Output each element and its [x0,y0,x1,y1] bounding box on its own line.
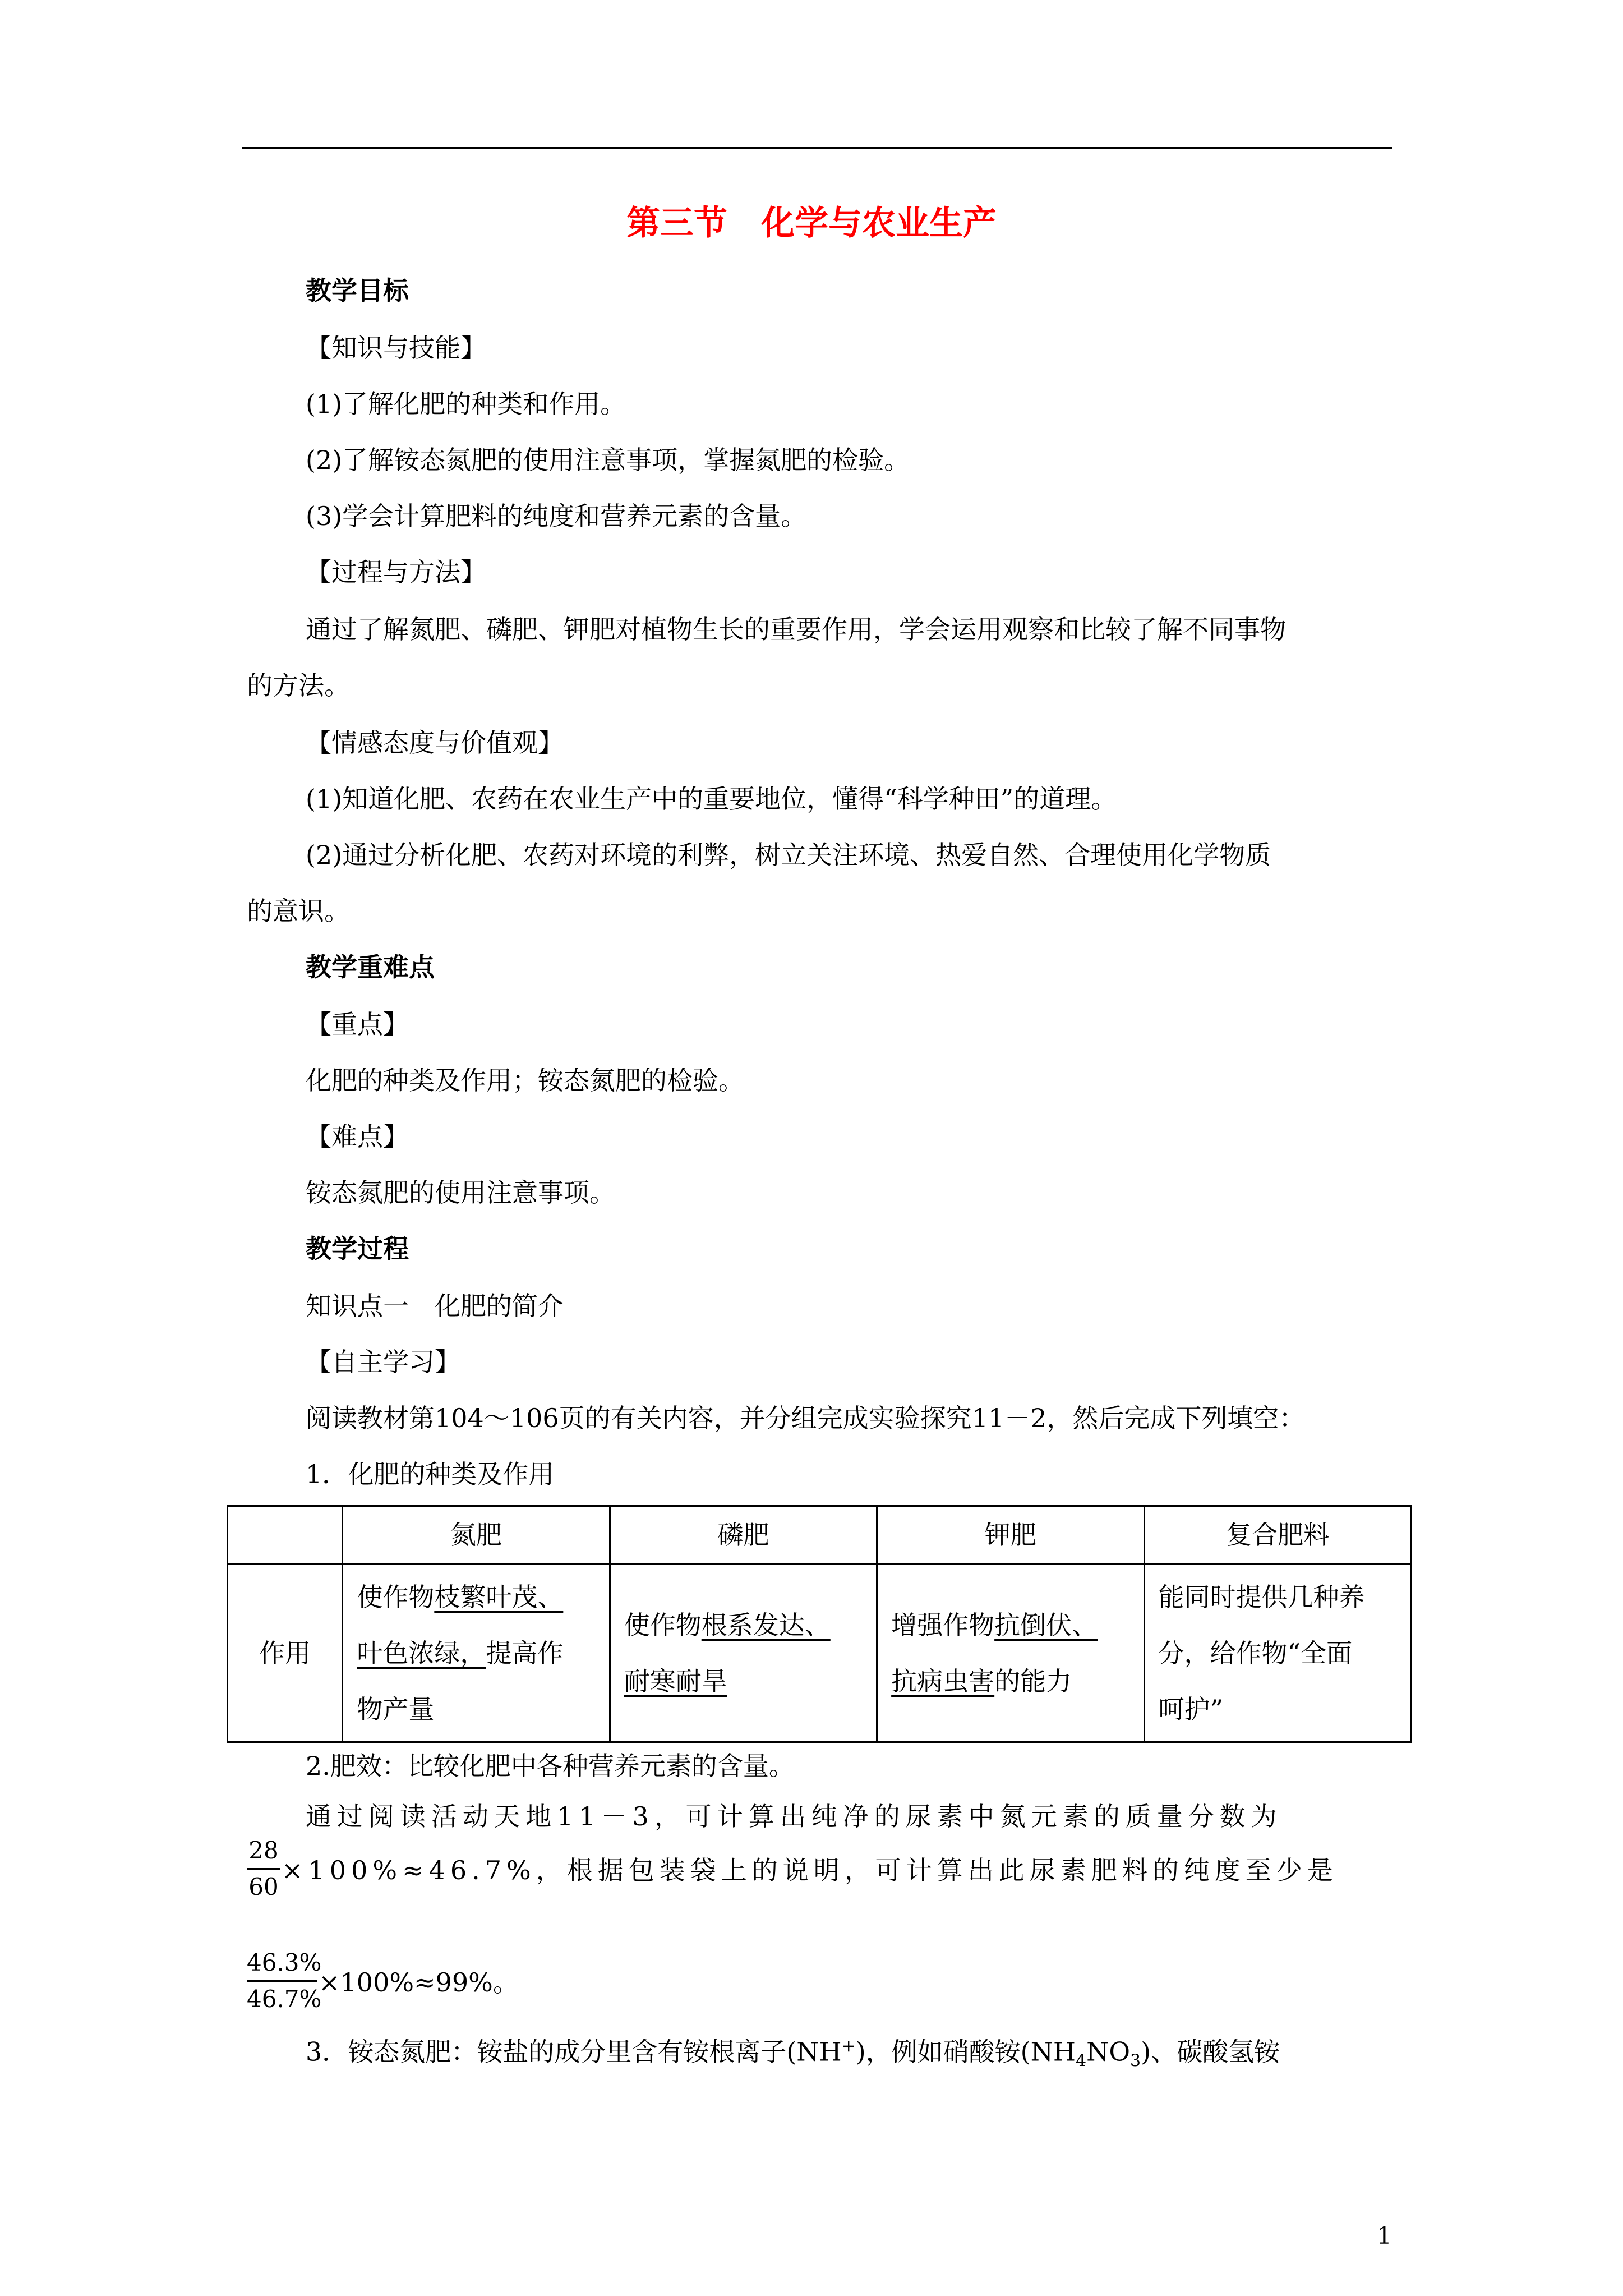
item-3-part: )、碳酸氢铵 [1141,2036,1280,2067]
knowledge-point-title: 知识点一 化肥的简介 [306,1291,564,1321]
formula-subscript: 4 [1075,2051,1087,2071]
cell-text: 分，给作物“全面 [1158,1637,1353,1668]
process-method-heading: 【过程与方法】 [306,557,486,587]
knowledge-item-1: (1)了解化肥的种类和作用。 [306,389,626,419]
fraction-purity [247,1949,322,2013]
cell-text: 呵护” [1158,1694,1224,1724]
answer-blank: 抗病虫害 [891,1665,995,1696]
reading-instruction: 阅读教材第104～106页的有关内容，并分组完成实验探究11－2，然后完成下列填空： [306,1403,1305,1433]
answer-blank: 根系发达、 [701,1609,831,1640]
fraction-denominator: 60 [248,1873,279,1901]
knowledge-item-2: (2)了解铵态氮肥的使用注意事项，掌握氮肥的检验。 [306,445,910,475]
fraction-numerator: 28 [248,1837,279,1864]
item-2-line-1: 通过阅读活动天地11－3，可计算出纯净的尿素中氮元素的质量分数为 [306,1801,1283,1832]
header-rule [242,147,1392,149]
table-cell-compound [1144,1564,1411,1742]
page-number: 1 [1377,2222,1392,2249]
emotion-item-2-line-2: 的意识。 [247,896,350,926]
difficulty-heading: 【难点】 [306,1121,409,1152]
answer-blank: 枝繁叶茂、 [434,1581,564,1612]
table-header-empty [228,1506,343,1564]
emotion-item-1: (1)知道化肥、农药在农业生产中的重要地位，懂得“科学种田”的道理。 [306,784,1117,814]
table-cell-nitrogen [343,1564,610,1742]
item-2-line-2: ×100%≈46.7%，根据包装袋上的说明，可计算出此尿素肥料的纯度至少是 [282,1855,1338,1885]
teaching-process-heading: 教学过程 [306,1234,409,1264]
answer-blank: 叶色浓绿， [357,1637,486,1668]
item-1-heading: 1．化肥的种类及作用 [306,1459,555,1489]
item-3-part: )，例如硝酸铵(NH [855,2036,1076,2067]
fraction-denominator: 46.7% [247,1985,322,2013]
item-3-part: 3．铵态氮肥：铵盐的成分里含有铵根离子(NH [306,2036,842,2067]
table-row-label: 作用 [228,1564,343,1742]
item-2-heading: 2.肥效：比较化肥中各种营养元素的含量。 [306,1751,795,1781]
table-cell-potassium [877,1564,1144,1742]
self-study-heading: 【自主学习】 [306,1347,460,1377]
cell-text: 使作物 [357,1581,435,1612]
table-cell-phosphorus [610,1564,877,1742]
cell-text: 能同时提供几种养 [1158,1581,1365,1612]
process-method-text-2: 的方法。 [247,670,350,701]
page-title: 第三节 化学与农业生产 [626,204,997,243]
emotion-heading: 【情感态度与价值观】 [306,728,564,758]
focus-heading: 【重点】 [306,1009,409,1039]
answer-blank: 抗倒伏、 [994,1609,1098,1640]
knowledge-item-3: (3)学会计算肥料的纯度和营养元素的含量。 [306,501,807,531]
table-header-compound: 复合肥料 [1144,1506,1411,1564]
cell-text: 物产量 [357,1694,435,1724]
table-row-function [228,1564,1412,1742]
fraction-nitrogen [247,1837,280,1901]
table-header-phosphorus: 磷肥 [610,1506,877,1564]
table-header-row [228,1506,1412,1564]
table-header-potassium: 钾肥 [877,1506,1144,1564]
objectives-heading: 教学目标 [306,275,409,306]
key-points-heading: 教学重难点 [306,952,435,982]
ion-charge: + [841,2036,856,2056]
process-method-text-1: 通过了解氮肥、磷肥、钾肥对植物生长的重要作用，学会运用观察和比较了解不同事物 [306,614,1286,645]
difficulty-text: 铵态氮肥的使用注意事项。 [306,1177,615,1208]
focus-text: 化肥的种类及作用；铵态氮肥的检验。 [306,1065,744,1096]
emotion-item-2-line-1: (2)通过分析化肥、农药对环境的利弊，树立关注环境、热爱自然、合理使用化学物质 [306,840,1271,870]
fraction-bar [247,1980,317,1982]
cell-text: 使作物 [624,1609,702,1640]
cell-text: 的能力 [994,1665,1072,1696]
cell-text: 提高作 [486,1637,564,1668]
answer-blank: 耐寒耐旱 [624,1665,727,1696]
table-header-nitrogen: 氮肥 [343,1506,610,1564]
item-3-part: NO [1086,2036,1131,2067]
fraction-numerator: 46.3% [247,1949,322,1976]
knowledge-heading: 【知识与技能】 [306,333,486,363]
fraction-bar [247,1868,280,1870]
cell-text: 增强作物 [891,1609,995,1640]
item-2-line-3: ×100%≈99%。 [319,1967,519,1998]
fertilizer-table [227,1505,1412,1743]
formula-subscript: 3 [1130,2051,1141,2071]
item-3-text [306,2030,1280,2078]
